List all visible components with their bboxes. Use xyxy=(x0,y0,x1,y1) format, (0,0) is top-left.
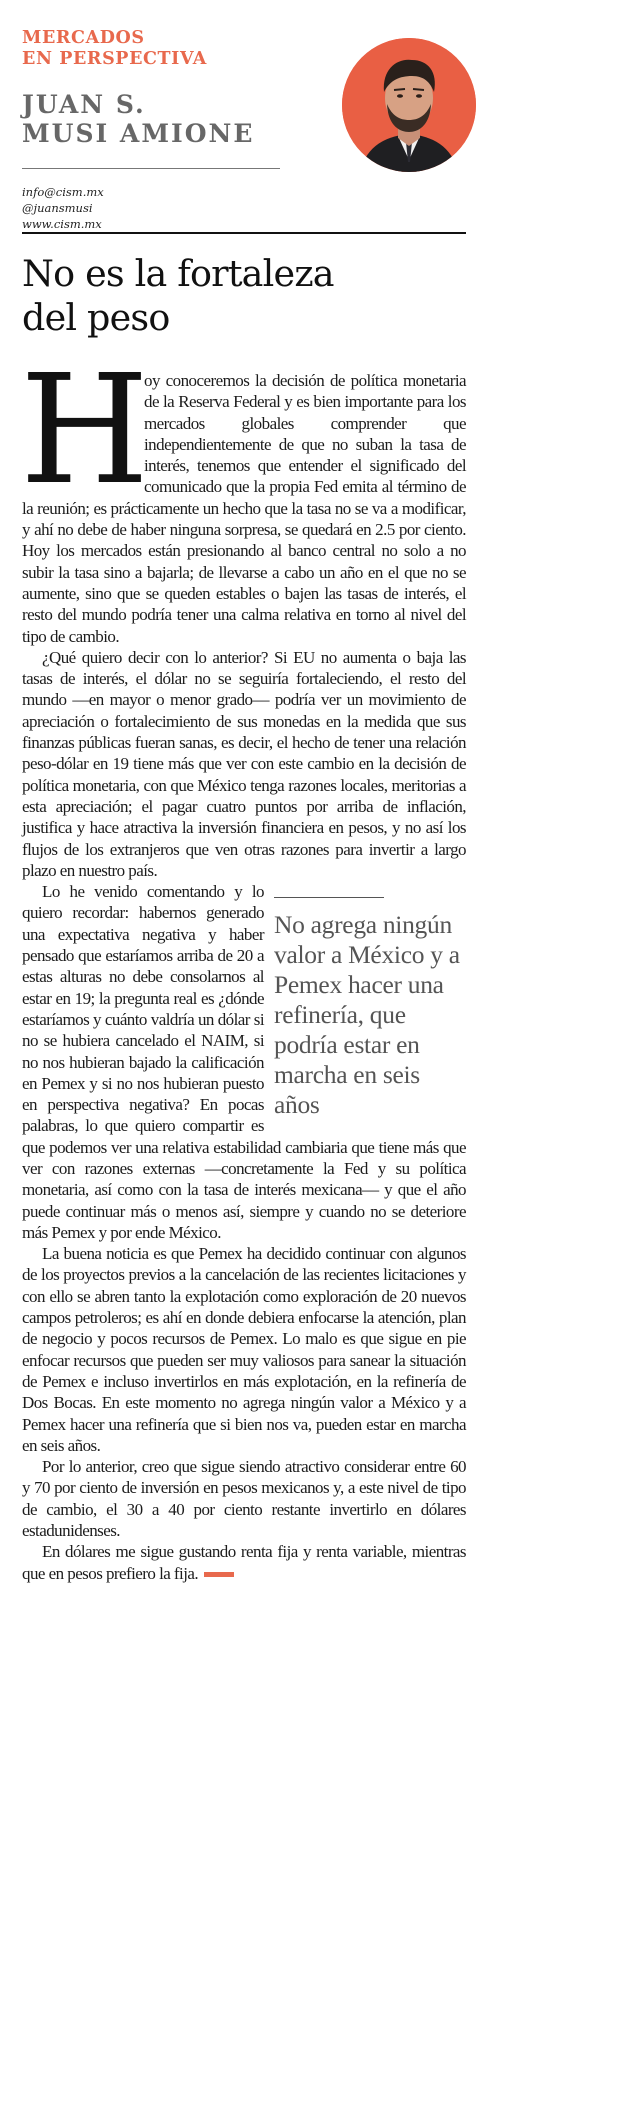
section-label xyxy=(22,28,207,70)
headline xyxy=(22,252,466,340)
headline-line: del peso xyxy=(22,296,170,339)
contact-email: info@cism.mx xyxy=(22,185,104,199)
author-portrait-image xyxy=(342,38,476,172)
author-contacts xyxy=(22,184,104,232)
author-name xyxy=(22,90,254,148)
column-header xyxy=(22,14,466,234)
article-body xyxy=(20,342,466,1584)
author-name-line: JUAN S. xyxy=(22,90,146,119)
paragraph xyxy=(22,1541,466,1584)
pull-quote-rule xyxy=(274,897,384,898)
headline-line: No es la fortaleza xyxy=(22,252,334,295)
drop-cap: H xyxy=(20,342,149,518)
paragraph: La buena noticia es que Pemex ha decidido continuar con algunos de los proyectos previos a la cancelación de las recientes licitaciones y con ello se abren tanto la explotación como exploración de 20 nuevos campos petroleros; es ahí en donde debiera enfocarse la atención, plan de negocio y pocos recursos de Pemex. Lo malo es que sigue en pie enfocar recursos que pueden ser muy valiosos para sanear la situación de Pemex e incluso invertirlos en más explotación, en la refinería de Dos Bocas. En este momento no agrega ningún valor a México y a Pemex hacer una refinería que si bien nos va, pueden estar en marcha en seis años. xyxy=(22,1244,466,1455)
header-divider xyxy=(22,232,466,234)
divider xyxy=(22,168,280,169)
section-label-line: EN PERSPECTIVA xyxy=(22,49,207,69)
paragraph-text: oy conoceremos la decisión de política monetaria de la Reserva Federal y es bien importante para los mercados globales comprender que independientemente de que no suban la tasa de interés, tenemos que entender el significado del comunicado que la propia Fed emita al término de la reunión; es prácticamente un hecho que la tasa no se va a modificar, y ahí no debe de haber ninguna sorpresa, se quedará en 2.5 por ciento. Hoy los mercados están presionando al banco central no solo a no subir la tasa sino a bajarla; de llevarse a cabo un año en el que no se aumente, sino que se queden estables o bajen las tasas de interés, el resto del mundo podría tener una calma relativa en torno al nivel del tipo de cambio. xyxy=(22,371,466,646)
paragraph xyxy=(20,342,466,647)
paragraph-text: En dólares me sigue gustando renta fija y renta variable, mientras que en pesos prefiero la fija. xyxy=(22,1542,466,1583)
section-label-line: MERCADOS xyxy=(22,28,145,48)
paragraph-text: Lo he venido comentando y lo quiero recordar: habernos generado una expectativa negativa y haber pensado que estaríamos arriba de 20 a estas alturas no debe consolarnos al estar en 19; la pregunta real es ¿dónde estaríamos y cuánto valdría un dólar si no se hubiera cancelado el NAIM, si no nos hubieran bajado la calificación en Pemex y si no nos hubieran puesto en perspectiva negativa? En pocas palabras, lo que quiero compartir es que podemos ver una relativa estabilidad cambiaria que tiene más que ver con razones externas —concretamente la Fed y su política monetaria, así como con la tasa de interés mexicana— y que el año puede continuar más o menos así, siempre y cuando no se deteriore más Pemex y por ende México. xyxy=(22,882,466,1242)
paragraph: ¿Qué quiero decir con lo anterior? Si EU no aumenta o baja las tasas de interés, el dólar no se seguiría fortaleciendo, el resto del mundo —en mayor o menor grado— podría ver un movimiento de apreciación o fortalecimiento de sus monedas en la medida que sus finanzas públicas fueran sanas, es decir, el hecho de tener una relación peso-dólar en 19 tiene más que ver con este cambio en la decisión de política monetaria, con que México tenga razones locales, meritorias a esta apreciación; el pagar cuatro puntos por arriba de inflación, justifica y hace atractiva la inversión financiera en pesos, y no así los flujos de los extranjeros que ven otras razones para invertir a largo plazo en nuestro país. xyxy=(22,647,466,880)
pull-quote: No agrega ningún valor a México y a Pemex hacer una refinería, que podría estar en marcha en seis años xyxy=(274,910,460,1120)
author-portrait xyxy=(342,38,476,172)
paragraph: Por lo anterior, creo que sigue siendo atractivo considerar entre 60 y 70 por ciento de inversión en pesos mexicanos y, a este nivel de tipo de cambio, el 30 a 40 por ciento restante invertirlo en dólares estadunidenses. xyxy=(22,1457,466,1541)
contact-website: www.cism.mx xyxy=(22,217,102,231)
end-mark xyxy=(204,1572,234,1577)
pull-quote-box xyxy=(274,889,466,1120)
contact-twitter: @juansmusi xyxy=(22,201,93,215)
paragraph xyxy=(22,881,466,1243)
article-page xyxy=(20,14,466,1583)
author-name-line: MUSI AMIONE xyxy=(22,119,255,148)
